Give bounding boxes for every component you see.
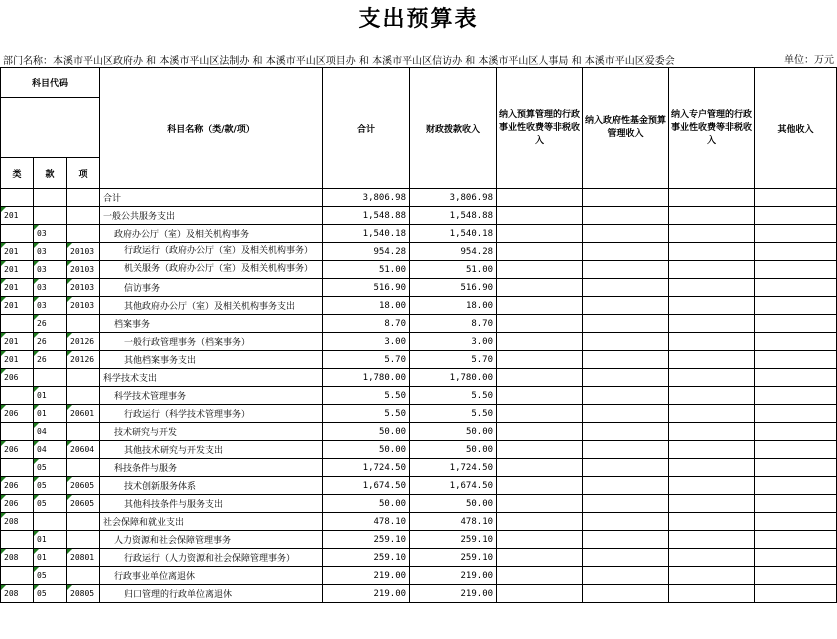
- cell-name: 档案事务: [100, 315, 323, 333]
- cell-fiscal: 516.90: [410, 279, 497, 297]
- cell-fiscal: 259.10: [410, 549, 497, 567]
- cell-lei: 208: [1, 585, 34, 603]
- cell-name: 其他技术研究与开发支出: [100, 441, 323, 459]
- cell-xiang: 20601: [67, 405, 100, 423]
- cell-kuan: 05: [34, 459, 67, 477]
- cell-fiscal: 3,806.98: [410, 189, 497, 207]
- cell-budget-mgmt: [497, 585, 583, 603]
- header-lei: 类: [1, 158, 34, 189]
- cell-xiang: 20801: [67, 549, 100, 567]
- cell-lei: 208: [1, 549, 34, 567]
- cell-kuan: 26: [34, 333, 67, 351]
- cell-special: [669, 495, 755, 513]
- cell-special: [669, 189, 755, 207]
- cell-fiscal: 5.50: [410, 387, 497, 405]
- cell-budget-mgmt: [497, 549, 583, 567]
- cell-lei: 206: [1, 405, 34, 423]
- cell-total: 18.00: [323, 297, 410, 315]
- cell-name: 合计: [100, 189, 323, 207]
- table-row: [1, 459, 837, 477]
- cell-budget-mgmt: [497, 459, 583, 477]
- cell-xiang: 20126: [67, 351, 100, 369]
- cell-special: [669, 261, 755, 279]
- header-xiang: 项: [67, 158, 100, 189]
- cell-lei: 201: [1, 261, 34, 279]
- cell-kuan: 01: [34, 549, 67, 567]
- cell-special: [669, 567, 755, 585]
- cell-fiscal: 1,780.00: [410, 369, 497, 387]
- cell-budget-mgmt: [497, 225, 583, 243]
- cell-total: 478.10: [323, 513, 410, 531]
- cell-total: 3,806.98: [323, 189, 410, 207]
- cell-lei: 206: [1, 369, 34, 387]
- cell-special: [669, 423, 755, 441]
- cell-xiang: [67, 423, 100, 441]
- cell-budget-mgmt: [497, 531, 583, 549]
- cell-name: 一般行政管理事务（档案事务）: [100, 333, 323, 351]
- cell-gov-fund: [583, 279, 669, 297]
- cell-name: 社会保障和就业支出: [100, 513, 323, 531]
- cell-xiang: 20805: [67, 585, 100, 603]
- cell-other: [755, 315, 837, 333]
- cell-lei: 201: [1, 279, 34, 297]
- cell-kuan: 03: [34, 297, 67, 315]
- cell-budget-mgmt: [497, 351, 583, 369]
- cell-gov-fund: [583, 495, 669, 513]
- cell-other: [755, 405, 837, 423]
- cell-other: [755, 333, 837, 351]
- cell-budget-mgmt: [497, 279, 583, 297]
- cell-gov-fund: [583, 261, 669, 279]
- cell-other: [755, 441, 837, 459]
- table-body: [1, 189, 837, 603]
- cell-other: [755, 459, 837, 477]
- cell-special: [669, 513, 755, 531]
- cell-fiscal: 219.00: [410, 567, 497, 585]
- cell-other: [755, 189, 837, 207]
- cell-other: [755, 297, 837, 315]
- cell-name: 机关服务（政府办公厅（室）及相关机构事务）: [100, 261, 323, 279]
- cell-gov-fund: [583, 477, 669, 495]
- cell-name: 其他科技条件与服务支出: [100, 495, 323, 513]
- table-row: [1, 279, 837, 297]
- header-kuan: 款: [34, 158, 67, 189]
- cell-name: 归口管理的行政单位离退休: [100, 585, 323, 603]
- cell-total: 219.00: [323, 567, 410, 585]
- cell-lei: [1, 567, 34, 585]
- cell-kuan: 05: [34, 495, 67, 513]
- cell-total: 5.50: [323, 387, 410, 405]
- cell-lei: 206: [1, 441, 34, 459]
- cell-special: [669, 351, 755, 369]
- cell-budget-mgmt: [497, 369, 583, 387]
- cell-name: 科学技术支出: [100, 369, 323, 387]
- cell-kuan: 03: [34, 243, 67, 261]
- cell-other: [755, 477, 837, 495]
- cell-kuan: 05: [34, 567, 67, 585]
- cell-name: 技术创新服务体系: [100, 477, 323, 495]
- header-name: 科目名称（类/款/项）: [100, 68, 323, 189]
- cell-xiang: 20604: [67, 441, 100, 459]
- cell-other: [755, 225, 837, 243]
- cell-fiscal: 1,540.18: [410, 225, 497, 243]
- table-row: [1, 441, 837, 459]
- cell-total: 8.70: [323, 315, 410, 333]
- table-row: [1, 261, 837, 279]
- cell-special: [669, 279, 755, 297]
- cell-other: [755, 351, 837, 369]
- cell-kuan: 05: [34, 477, 67, 495]
- cell-xiang: 20103: [67, 243, 100, 261]
- cell-lei: 201: [1, 207, 34, 225]
- cell-special: [669, 243, 755, 261]
- cell-gov-fund: [583, 351, 669, 369]
- cell-lei: [1, 225, 34, 243]
- cell-name: 其他政府办公厅（室）及相关机构事务支出: [100, 297, 323, 315]
- table-row: [1, 225, 837, 243]
- cell-special: [669, 441, 755, 459]
- cell-kuan: [34, 513, 67, 531]
- cell-kuan: 01: [34, 387, 67, 405]
- cell-total: 50.00: [323, 441, 410, 459]
- cell-gov-fund: [583, 243, 669, 261]
- cell-budget-mgmt: [497, 513, 583, 531]
- table-row: [1, 243, 837, 261]
- cell-gov-fund: [583, 513, 669, 531]
- cell-total: 1,548.88: [323, 207, 410, 225]
- cell-budget-mgmt: [497, 495, 583, 513]
- cell-fiscal: 50.00: [410, 495, 497, 513]
- cell-name: 行政运行（人力资源和社会保障管理事务）: [100, 549, 323, 567]
- cell-budget-mgmt: [497, 297, 583, 315]
- cell-fiscal: 1,724.50: [410, 459, 497, 477]
- header-other: 其他收入: [755, 68, 837, 189]
- cell-budget-mgmt: [497, 261, 583, 279]
- cell-gov-fund: [583, 459, 669, 477]
- cell-total: 51.00: [323, 261, 410, 279]
- cell-budget-mgmt: [497, 315, 583, 333]
- cell-xiang: [67, 459, 100, 477]
- cell-kuan: 26: [34, 315, 67, 333]
- cell-special: [669, 297, 755, 315]
- cell-lei: 201: [1, 297, 34, 315]
- cell-lei: 201: [1, 243, 34, 261]
- cell-other: [755, 207, 837, 225]
- cell-gov-fund: [583, 315, 669, 333]
- table-row: [1, 405, 837, 423]
- cell-xiang: 20605: [67, 495, 100, 513]
- cell-gov-fund: [583, 387, 669, 405]
- cell-kuan: 01: [34, 405, 67, 423]
- cell-other: [755, 279, 837, 297]
- table-row: [1, 423, 837, 441]
- cell-total: 1,724.50: [323, 459, 410, 477]
- page-title: 支出预算表: [358, 6, 479, 32]
- cell-other: [755, 549, 837, 567]
- cell-gov-fund: [583, 567, 669, 585]
- cell-other: [755, 243, 837, 261]
- cell-total: 219.00: [323, 585, 410, 603]
- cell-kuan: 03: [34, 279, 67, 297]
- cell-lei: 201: [1, 351, 34, 369]
- cell-kuan: 04: [34, 423, 67, 441]
- cell-fiscal: 259.10: [410, 531, 497, 549]
- cell-lei: 201: [1, 333, 34, 351]
- cell-special: [669, 225, 755, 243]
- cell-gov-fund: [583, 531, 669, 549]
- cell-budget-mgmt: [497, 243, 583, 261]
- cell-name: 行政运行（科学技术管理事务）: [100, 405, 323, 423]
- cell-special: [669, 531, 755, 549]
- table-row: [1, 585, 837, 603]
- cell-total: 3.00: [323, 333, 410, 351]
- table-row: [1, 351, 837, 369]
- cell-xiang: [67, 513, 100, 531]
- cell-fiscal: 8.70: [410, 315, 497, 333]
- cell-name: 行政运行（政府办公厅（室）及相关机构事务）: [100, 243, 323, 261]
- cell-name: 政府办公厅（室）及相关机构事务: [100, 225, 323, 243]
- cell-fiscal: 50.00: [410, 423, 497, 441]
- cell-gov-fund: [583, 333, 669, 351]
- cell-xiang: 20103: [67, 297, 100, 315]
- cell-name: 信访事务: [100, 279, 323, 297]
- department-line: 部门名称：本溪市平山区政府办 和 本溪市平山区法制办 和 本溪市平山区项目办 和 本溪市平山区信访办 和 本溪市平山区人事局 和 本溪市平山区爱委会: [3, 56, 675, 67]
- cell-special: [669, 207, 755, 225]
- table-row: [1, 495, 837, 513]
- cell-lei: [1, 459, 34, 477]
- cell-xiang: [67, 315, 100, 333]
- cell-lei: [1, 387, 34, 405]
- cell-name: 科学技术管理事务: [100, 387, 323, 405]
- cell-total: 1,780.00: [323, 369, 410, 387]
- header-budget-mgmt: 纳入预算管理的行政事业性收费等非税收入: [497, 68, 583, 189]
- cell-special: [669, 387, 755, 405]
- cell-lei: 206: [1, 477, 34, 495]
- table-row: [1, 549, 837, 567]
- cell-xiang: 20126: [67, 333, 100, 351]
- cell-total: 5.70: [323, 351, 410, 369]
- cell-fiscal: 5.50: [410, 405, 497, 423]
- table-row: [1, 369, 837, 387]
- cell-total: 259.10: [323, 531, 410, 549]
- cell-kuan: 01: [34, 531, 67, 549]
- table-row: [1, 531, 837, 549]
- cell-gov-fund: [583, 549, 669, 567]
- cell-lei: [1, 531, 34, 549]
- cell-lei: 206: [1, 495, 34, 513]
- cell-xiang: 20103: [67, 279, 100, 297]
- cell-fiscal: 50.00: [410, 441, 497, 459]
- cell-special: [669, 315, 755, 333]
- cell-fiscal: 51.00: [410, 261, 497, 279]
- cell-other: [755, 495, 837, 513]
- table-row: [1, 315, 837, 333]
- cell-gov-fund: [583, 189, 669, 207]
- cell-special: [669, 369, 755, 387]
- cell-gov-fund: [583, 585, 669, 603]
- cell-xiang: [67, 225, 100, 243]
- cell-total: 1,674.50: [323, 477, 410, 495]
- cell-total: 954.28: [323, 243, 410, 261]
- cell-lei: [1, 189, 34, 207]
- header-fiscal: 财政拨款收入: [410, 68, 497, 189]
- cell-total: 5.50: [323, 405, 410, 423]
- cell-special: [669, 549, 755, 567]
- cell-other: [755, 387, 837, 405]
- cell-fiscal: 219.00: [410, 585, 497, 603]
- cell-budget-mgmt: [497, 207, 583, 225]
- table-row: [1, 207, 837, 225]
- cell-budget-mgmt: [497, 189, 583, 207]
- cell-xiang: 20605: [67, 477, 100, 495]
- cell-other: [755, 261, 837, 279]
- table-row: [1, 333, 837, 351]
- cell-lei: 208: [1, 513, 34, 531]
- cell-xiang: [67, 567, 100, 585]
- cell-budget-mgmt: [497, 423, 583, 441]
- cell-total: 50.00: [323, 423, 410, 441]
- table-row: [1, 189, 837, 207]
- cell-fiscal: 5.70: [410, 351, 497, 369]
- cell-gov-fund: [583, 225, 669, 243]
- cell-special: [669, 459, 755, 477]
- cell-gov-fund: [583, 405, 669, 423]
- header-special: 纳入专户管理的行政事业性收费等非税收入: [669, 68, 755, 189]
- cell-lei: [1, 423, 34, 441]
- cell-other: [755, 531, 837, 549]
- cell-xiang: [67, 369, 100, 387]
- unit-label: 单位：万元: [784, 55, 834, 66]
- cell-kuan: [34, 369, 67, 387]
- cell-name: 一般公共服务支出: [100, 207, 323, 225]
- cell-special: [669, 477, 755, 495]
- cell-other: [755, 423, 837, 441]
- cell-gov-fund: [583, 441, 669, 459]
- cell-fiscal: 1,548.88: [410, 207, 497, 225]
- cell-fiscal: 3.00: [410, 333, 497, 351]
- cell-name: 行政事业单位离退休: [100, 567, 323, 585]
- cell-gov-fund: [583, 297, 669, 315]
- cell-kuan: 03: [34, 261, 67, 279]
- cell-gov-fund: [583, 423, 669, 441]
- table-row: [1, 387, 837, 405]
- cell-budget-mgmt: [497, 441, 583, 459]
- cell-special: [669, 585, 755, 603]
- cell-special: [669, 333, 755, 351]
- header-gov-fund: 纳入政府性基金预算管理收入: [583, 68, 669, 189]
- budget-table: [0, 67, 837, 603]
- cell-other: [755, 513, 837, 531]
- cell-kuan: 04: [34, 441, 67, 459]
- cell-total: 50.00: [323, 495, 410, 513]
- header-code-group: 科目代码: [1, 68, 100, 98]
- cell-other: [755, 585, 837, 603]
- cell-kuan: [34, 189, 67, 207]
- cell-fiscal: 954.28: [410, 243, 497, 261]
- cell-other: [755, 369, 837, 387]
- cell-budget-mgmt: [497, 387, 583, 405]
- table-row: [1, 513, 837, 531]
- cell-total: 259.10: [323, 549, 410, 567]
- cell-total: 516.90: [323, 279, 410, 297]
- cell-name: 其他档案事务支出: [100, 351, 323, 369]
- cell-gov-fund: [583, 369, 669, 387]
- header-total: 合计: [323, 68, 410, 189]
- cell-name: 科技条件与服务: [100, 459, 323, 477]
- table-row: [1, 567, 837, 585]
- cell-kuan: [34, 207, 67, 225]
- cell-kuan: 03: [34, 225, 67, 243]
- cell-fiscal: 478.10: [410, 513, 497, 531]
- cell-kuan: 05: [34, 585, 67, 603]
- cell-budget-mgmt: [497, 567, 583, 585]
- cell-xiang: [67, 207, 100, 225]
- cell-name: 人力资源和社会保障管理事务: [100, 531, 323, 549]
- cell-gov-fund: [583, 207, 669, 225]
- cell-xiang: [67, 387, 100, 405]
- cell-budget-mgmt: [497, 477, 583, 495]
- cell-xiang: 20103: [67, 261, 100, 279]
- cell-kuan: 26: [34, 351, 67, 369]
- cell-xiang: [67, 189, 100, 207]
- cell-budget-mgmt: [497, 405, 583, 423]
- table-row: [1, 297, 837, 315]
- cell-fiscal: 1,674.50: [410, 477, 497, 495]
- cell-fiscal: 18.00: [410, 297, 497, 315]
- cell-special: [669, 405, 755, 423]
- cell-xiang: [67, 531, 100, 549]
- table-row: [1, 477, 837, 495]
- cell-name: 技术研究与开发: [100, 423, 323, 441]
- cell-other: [755, 567, 837, 585]
- cell-lei: [1, 315, 34, 333]
- cell-budget-mgmt: [497, 333, 583, 351]
- cell-total: 1,540.18: [323, 225, 410, 243]
